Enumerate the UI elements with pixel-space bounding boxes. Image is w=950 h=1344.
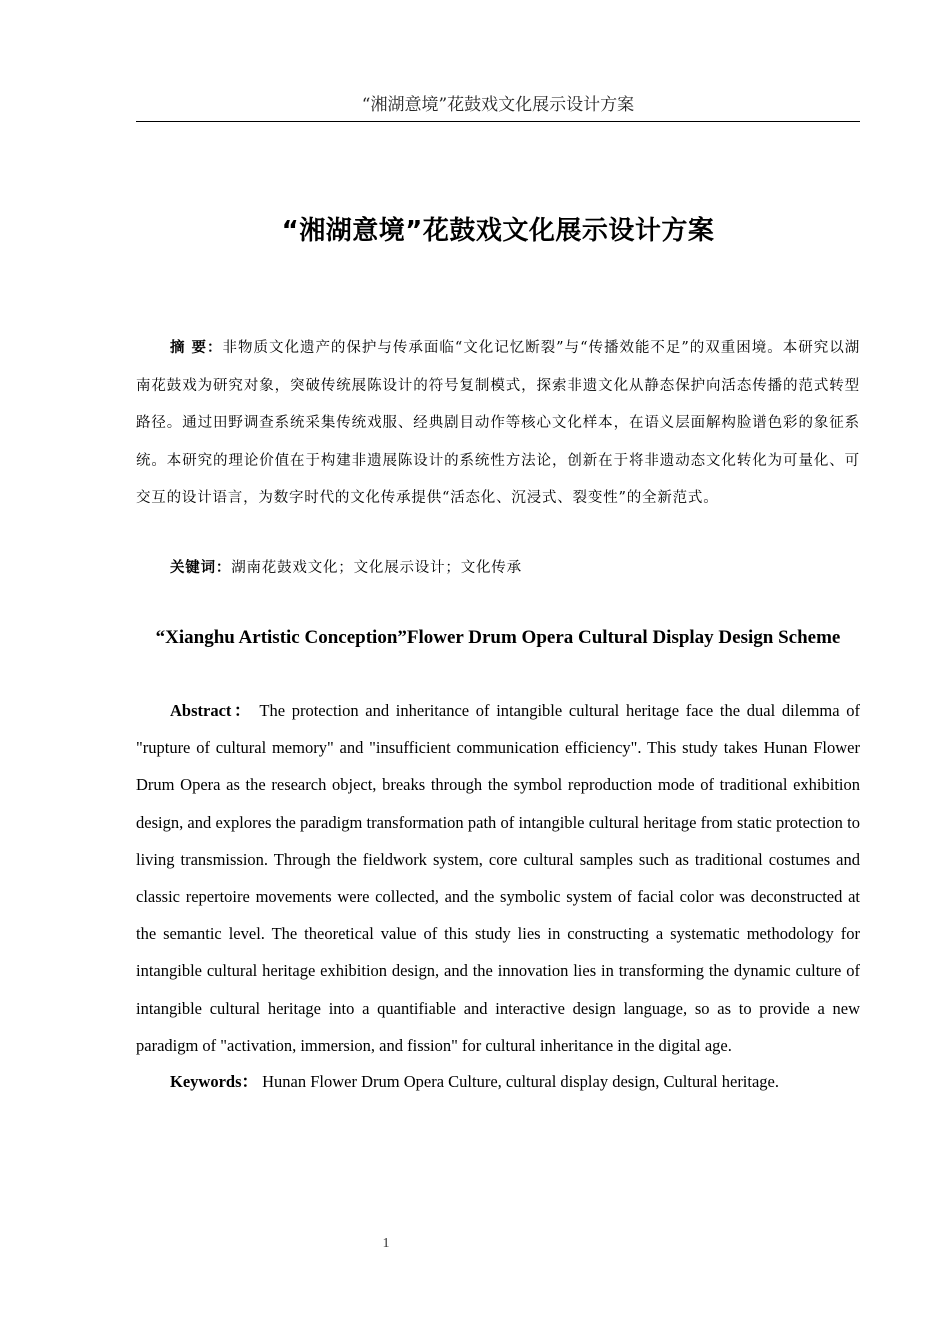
page-number: 1 [382,1236,390,1251]
header-divider [136,121,860,122]
chinese-keywords-text: 湖南花鼓戏文化；文化展示设计；文化传承 [231,560,522,576]
english-keywords [136,1063,894,1100]
chinese-abstract-label: 摘 要： [170,340,223,356]
english-keywords-text: Hunan Flower Drum Opera Culture, cultural display design, Cultural heritage. [258,1072,779,1091]
chinese-abstract [136,330,860,518]
english-keywords-label: Keywords： [170,1072,258,1091]
chinese-title: “湘湖意境”花鼓戏文化展示设计方案 [281,216,715,246]
chinese-keywords [136,550,894,588]
english-title: “Xianghu Artistic Conception”Flower Drum Opera Cultural Display Design Scheme [155,627,841,648]
chinese-keywords-label: 关键词： [170,560,232,576]
running-header: “湘湖意境”花鼓戏文化展示设计方案 [361,95,635,115]
english-abstract [136,692,860,1064]
english-abstract-label: Abstract： [170,701,254,720]
english-abstract-text: The protection and inheritance of intangible cultural heritage face the dual dilemma of "rupture of cultural memory" and "insufficient communication efficiency". This study takes Hunan Flower Drum Opera as the research object, breaks through the symbol reproduction mode of traditional exhibition design, and explores the paradigm transformation path of intangible cultural heritage from static protection to living transmission. Through the fieldwork system, core cultural samples such as traditional costumes and classic repertoire movements were collected, and the symbolic system of facial color was deconstructed at the semantic level. The theoretical value of this study lies in constructing a systematic methodology for intangible cultural heritage exhibition design, and the innovation lies in transforming the dynamic culture of intangible cultural heritage into a quantifiable and interactive design language, so as to provide a new paradigm of "activation, immersion, and fission" for cultural inheritance in the digital age. [136,701,860,1055]
chinese-abstract-text: 非物质文化遗产的保护与传承面临“文化记忆断裂”与“传播效能不足”的双重困境。本研究以湖南花鼓戏为研究对象，突破传统展陈设计的符号复制模式，探索非遗文化从静态保护向活态传播的范式转型路径。通过田野调查系统采集传统戏服、经典剧目动作等核心文化样本，在语义层面解构脸谱色彩的象征系统。本研究的理论价值在于构建非遗展陈设计的系统性方法论，创新在于将非遗动态文化转化为可量化、可交互的设计语言，为数字时代的文化传承提供“活态化、沉浸式、裂变性”的全新范式。 [136,340,860,506]
